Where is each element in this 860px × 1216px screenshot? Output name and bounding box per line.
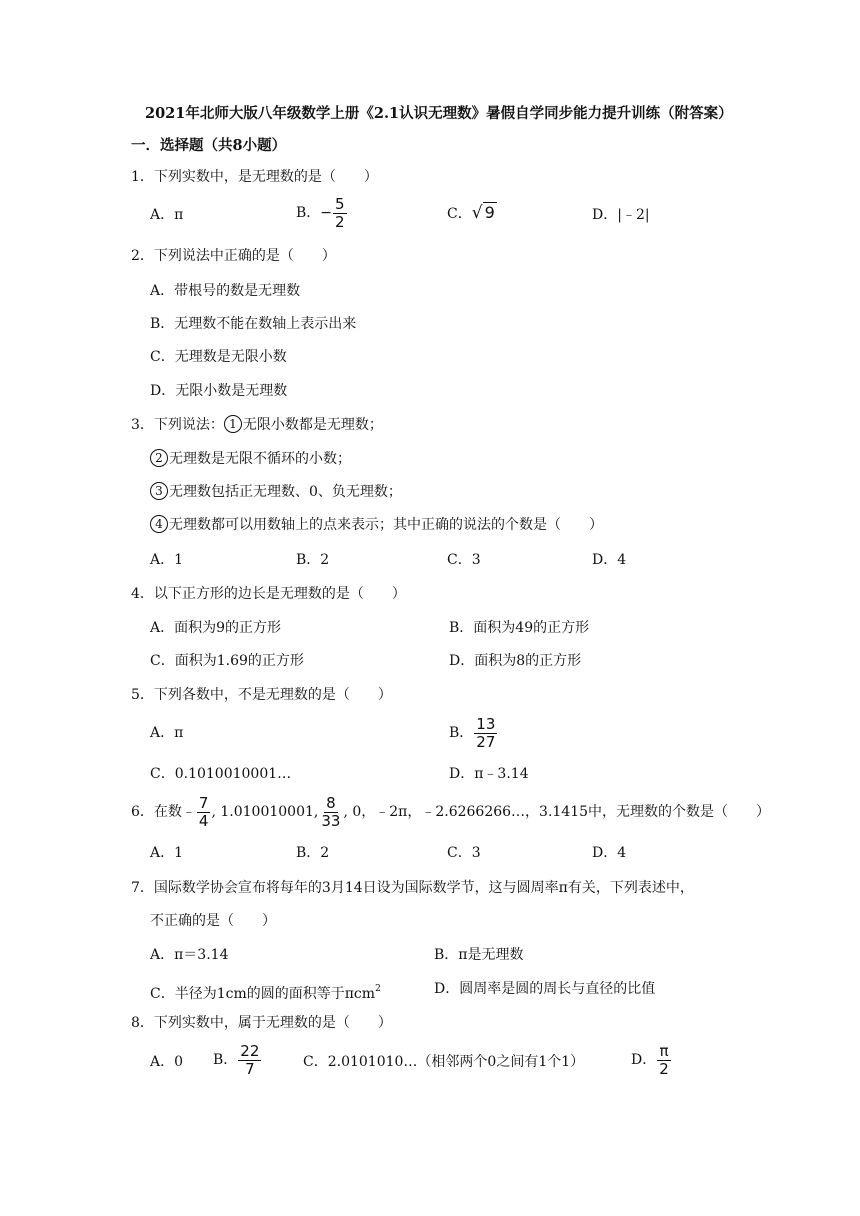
question-3-option-a: A．1 [150, 552, 184, 568]
option-b-label: B． [213, 1052, 238, 1068]
question-6-prefix: 6．在数﹣ [131, 804, 196, 820]
question-6-suffix: , 0，﹣2π，﹣2.6266266…，3.1415中，无理数的个数是（ ） [343, 804, 771, 820]
minus-sign: − [320, 205, 333, 221]
circled-number-3: 3 [150, 482, 168, 500]
question-3-option-b: B．2 [296, 552, 330, 568]
question-3-stem [131, 415, 383, 435]
question-4-option-d: D．面积为8的正方形 [449, 653, 582, 669]
fraction-numerator: 8 [326, 794, 336, 812]
fraction-denominator: 27 [476, 733, 496, 751]
question-1-option-a: A．π [150, 207, 184, 223]
question-1-stem: 1．下列实数中，是无理数的是（ ） [131, 169, 378, 185]
question-3-statement-2 [150, 449, 351, 469]
fraction-7-over-4 [197, 795, 211, 830]
option-d-label: D． [631, 1052, 657, 1068]
question-3-option-d: D．4 [592, 552, 627, 568]
fraction [474, 716, 497, 751]
circled-number-4: 4 [150, 515, 168, 533]
question-8-option-c: C．2.0101010…（相邻两个0之间有1个1） [303, 1054, 585, 1070]
question-7-option-d: D．圆周率是圆的周长与直径的比值 [434, 981, 656, 997]
document-title: 2021年北师大版八年级数学上册《2.1认识无理数》暑假自学同步能力提升训练（附答案） [145, 105, 733, 122]
circled-number-2: 2 [150, 449, 168, 467]
circled-number-1: 1 [224, 415, 242, 433]
superscript: 2 [375, 984, 381, 994]
question-2-option-b: B．无理数不能在数轴上表示出来 [150, 316, 357, 332]
fraction-numerator: 5 [335, 195, 345, 213]
question-3-option-c: C．3 [447, 552, 481, 568]
question-8-option-a: A．0 [150, 1054, 184, 1070]
question-5-option-c: C．0.1010010001… [150, 766, 292, 782]
question-8-option-b [213, 1043, 262, 1078]
fraction-numerator: 22 [240, 1042, 260, 1060]
question-4-option-b: B．面积为49的正方形 [449, 620, 590, 636]
question-6-option-d: D．4 [592, 845, 627, 861]
question-5-option-d: D．π﹣3.14 [449, 766, 529, 782]
fraction-numerator: π [659, 1042, 669, 1060]
question-1-option-d: D．|﹣2| [592, 207, 650, 223]
option-b-label: B． [449, 725, 474, 741]
option-c-label: C． [447, 206, 472, 222]
question-6-option-b: B．2 [296, 845, 330, 861]
question-1-option-b [296, 196, 348, 231]
question-2-stem: 2．下列说法中正确的是（ ） [131, 248, 336, 264]
fraction-denominator: 33 [321, 812, 341, 830]
question-4-option-c: C．面积为1.69的正方形 [150, 653, 304, 669]
fraction-numerator: 7 [198, 794, 209, 812]
fraction-8-over-33 [319, 795, 342, 830]
radicand: 9 [484, 203, 495, 222]
question-2-option-d: D．无限小数是无理数 [150, 383, 288, 399]
statement-1: 无限小数都是无理数； [242, 417, 383, 433]
question-6-middle: , 1.010010001, [211, 804, 319, 820]
question-5-option-b [449, 716, 498, 751]
question-4-stem: 4．以下正方形的边长是无理数的是（ ） [131, 586, 406, 602]
question-2-option-a: A．带根号的数是无理数 [150, 283, 301, 299]
statement-2: 无理数是无限不循环的小数； [169, 451, 351, 467]
question-3-statement-4 [150, 515, 603, 535]
question-6-stem [131, 795, 770, 830]
question-5-option-a: A．π [150, 725, 184, 741]
fraction-denominator: 7 [245, 1060, 255, 1078]
question-7-stem-line-1: 7．国际数学协会宣布将每年的3月14日设为国际数学节，这与圆周率π有关，下列表述中， [131, 880, 694, 896]
question-1-option-c [447, 203, 497, 224]
fraction [238, 1043, 261, 1078]
question-3-prefix: 3．下列说法： [131, 417, 224, 433]
question-7-option-b: B．π是无理数 [434, 947, 524, 963]
question-3-statement-3 [150, 482, 402, 502]
fraction-numerator: 13 [476, 715, 496, 733]
question-7-option-a: A．π＝3.14 [150, 947, 229, 963]
fraction-denominator: 2 [335, 213, 345, 231]
question-2-option-c: C．无理数是无限小数 [150, 349, 287, 365]
radical-sign: √ [471, 203, 483, 223]
option-b-label: B． [296, 205, 321, 221]
question-6-option-a: A．1 [150, 845, 184, 861]
fraction [657, 1043, 671, 1078]
fraction-denominator: 4 [198, 812, 209, 830]
question-4-option-a: A．面积为9的正方形 [150, 620, 282, 636]
fraction [333, 196, 347, 231]
section-heading: 一．选择题（共8小题） [131, 137, 287, 154]
question-5-stem: 5．下列各数中，不是无理数的是（ ） [131, 687, 392, 703]
question-6-option-c: C．3 [447, 845, 481, 861]
option-c-text: C．半径为1cm的圆的面积等于πcm [150, 986, 376, 1002]
statement-3: 无理数包括正无理数、0、负无理数； [169, 484, 402, 500]
question-8-stem: 8．下列实数中，属于无理数的是（ ） [131, 1015, 392, 1031]
question-7-stem-line-2: 不正确的是（ ） [150, 913, 276, 929]
question-7-option-c [150, 979, 381, 1004]
statement-4: 无理数都可以用数轴上的点来表示；其中正确的说法的个数是（ ） [169, 517, 603, 533]
question-8-option-d [631, 1043, 672, 1078]
fraction-denominator: 2 [659, 1060, 669, 1078]
